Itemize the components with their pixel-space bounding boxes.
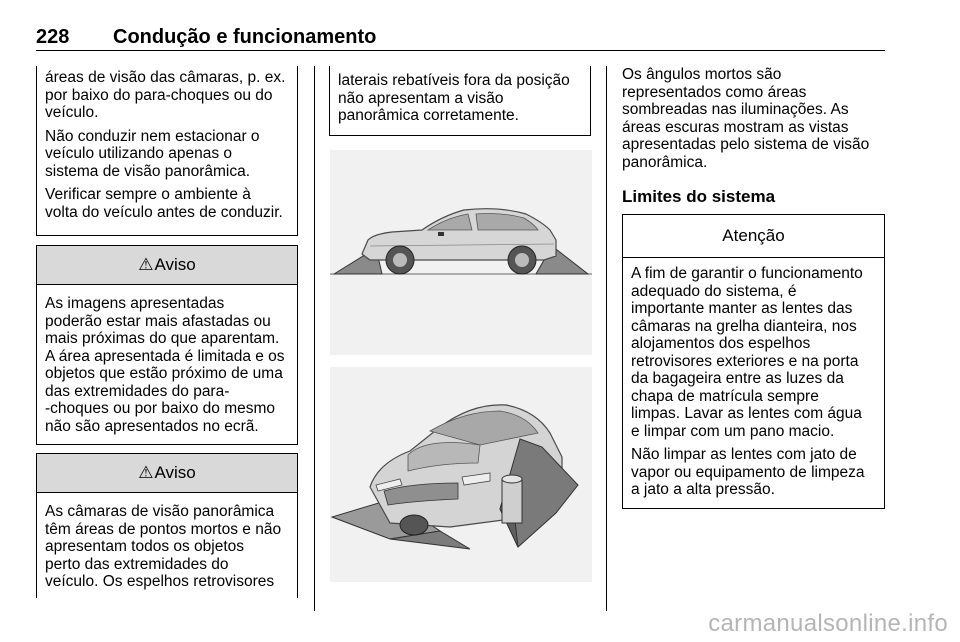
continued-warning-box: [329, 66, 591, 136]
attention-title: Atenção: [722, 226, 785, 245]
paragraph: Não conduzir nem estacionar o veículo utilizando apenas o sistema de visão panorâmica.: [45, 127, 260, 180]
attention-box: [622, 214, 885, 509]
warning-header: [37, 454, 297, 493]
column-divider-2: [606, 66, 607, 611]
page-title: Condução e funcionamento: [113, 26, 377, 48]
watermark: carmanualsonline.info: [708, 610, 948, 637]
warning-title: Aviso: [154, 463, 196, 482]
section-heading: Limites do sistema: [622, 187, 776, 206]
column-divider-1: [314, 66, 315, 611]
warning-title: Aviso: [154, 255, 196, 274]
car-perspective-view-figure: [330, 367, 592, 582]
warning-header: [37, 246, 297, 285]
continued-box: [36, 66, 298, 236]
continued-paragraph: áreas de visão das câmaras, p. ex. por baixo do para-choques ou do veículo.: [45, 69, 286, 121]
warning-box-2: [36, 453, 298, 598]
warning-text: laterais rebatíveis fora da posição não apresentam a visão panorâmica corretamente.: [338, 72, 570, 124]
paragraph: Os ângulos mortos são representados como áreas sombreadas nas iluminações. As áreas escuras mostram as vistas apresentadas pelo sistema de visão panorâmica.: [622, 66, 870, 171]
warning-text: As imagens apresentadas poderão estar mais afastadas ou mais próximas do que aparentam. A área apresentada é limitada e os objetos que estão próximo de uma das extremidades do para- -choques ou por baixo do mesmo não são apresentados no ecrã.: [45, 295, 285, 435]
warning-triangle-icon: ⚠: [138, 255, 154, 274]
car-side-view-figure: [330, 150, 592, 355]
paragraph: Verificar sempre o ambiente à volta do veículo antes de conduzir.: [45, 186, 283, 221]
warning-triangle-icon: ⚠: [138, 463, 154, 482]
warning-box-1: [36, 245, 298, 445]
attention-header: [623, 215, 884, 258]
attention-text: A fim de garantir o funcionamento adequado do sistema, é importante manter as lentes das câmaras na grelha dianteira, nos alojamentos dos espelhos retrovisores exteriores e na porta da bagageira entre as luzes da chapa de matrícula sempre limpas. Lavar as lentes com água e limpar com um pano macio. Não limpar as lentes com jato de vapor ou equipamento de limpeza a jato a alta pressão.: [631, 265, 865, 498]
warning-text: As câmaras de visão panorâmica têm áreas de pontos mortos e não apresentam todos os objetos perto das extremidades do veículo. Os espelhos retrovisores: [45, 503, 282, 590]
header-rule: [36, 50, 885, 51]
page-number: 228: [36, 26, 70, 48]
